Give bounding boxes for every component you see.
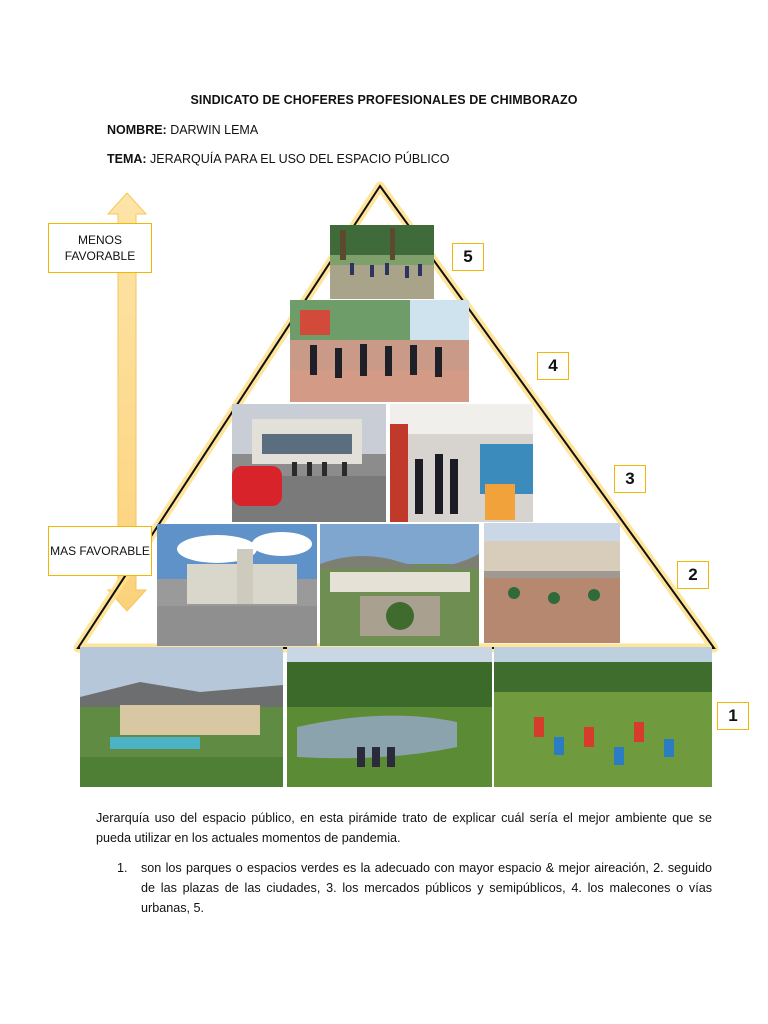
page-title: SINDICATO DE CHOFERES PROFESIONALES DE CHIMBORAZO <box>190 93 578 107</box>
photo-market-exterior <box>232 404 386 522</box>
level-5-badge: 5 <box>452 243 484 271</box>
photo-street-crowd <box>290 300 469 402</box>
list-text: son los parques o espacios verdes es la adecuado con mayor espacio & mejor aireación, 2. seguido de las plazas de las ciudades, 3. los mercados públicos y semipúblicos, 4. los malecones o vías urbanas, 5. <box>141 861 712 915</box>
photo-cathedral-plaza <box>157 524 317 646</box>
photo-park-people <box>330 225 434 299</box>
photo-plaza-people <box>484 523 620 643</box>
photo-park-gym <box>494 647 712 787</box>
axis-bottom-label: MAS FAVORABLE <box>48 526 152 576</box>
level-4-badge: 4 <box>537 352 569 380</box>
photo-square-aerial <box>320 524 479 646</box>
level-3-badge: 3 <box>614 465 646 493</box>
nombre-label: NOMBRE: <box>107 123 167 137</box>
level-1-badge: 1 <box>717 702 749 730</box>
nombre-value: DARWIN LEMA <box>166 123 259 137</box>
level-2-badge: 2 <box>677 561 709 589</box>
body-paragraph: Jerarquía uso del espacio público, en esta pirámide trato de explicar cuál sería el mejor ambiente que se pueda utilizar en los actuales momentos de pandemia. <box>96 811 712 845</box>
tema-label: TEMA: <box>107 152 147 166</box>
photo-mall-interior <box>390 404 533 522</box>
axis-top-label: MENOS FAVORABLE <box>48 223 152 273</box>
photo-park-pond <box>287 647 492 787</box>
tema-value: JERARQUÍA PARA EL USO DEL ESPACIO PÚBLICO <box>146 152 450 166</box>
list-number: 1. <box>117 861 128 875</box>
photo-city-park-view <box>80 647 283 787</box>
